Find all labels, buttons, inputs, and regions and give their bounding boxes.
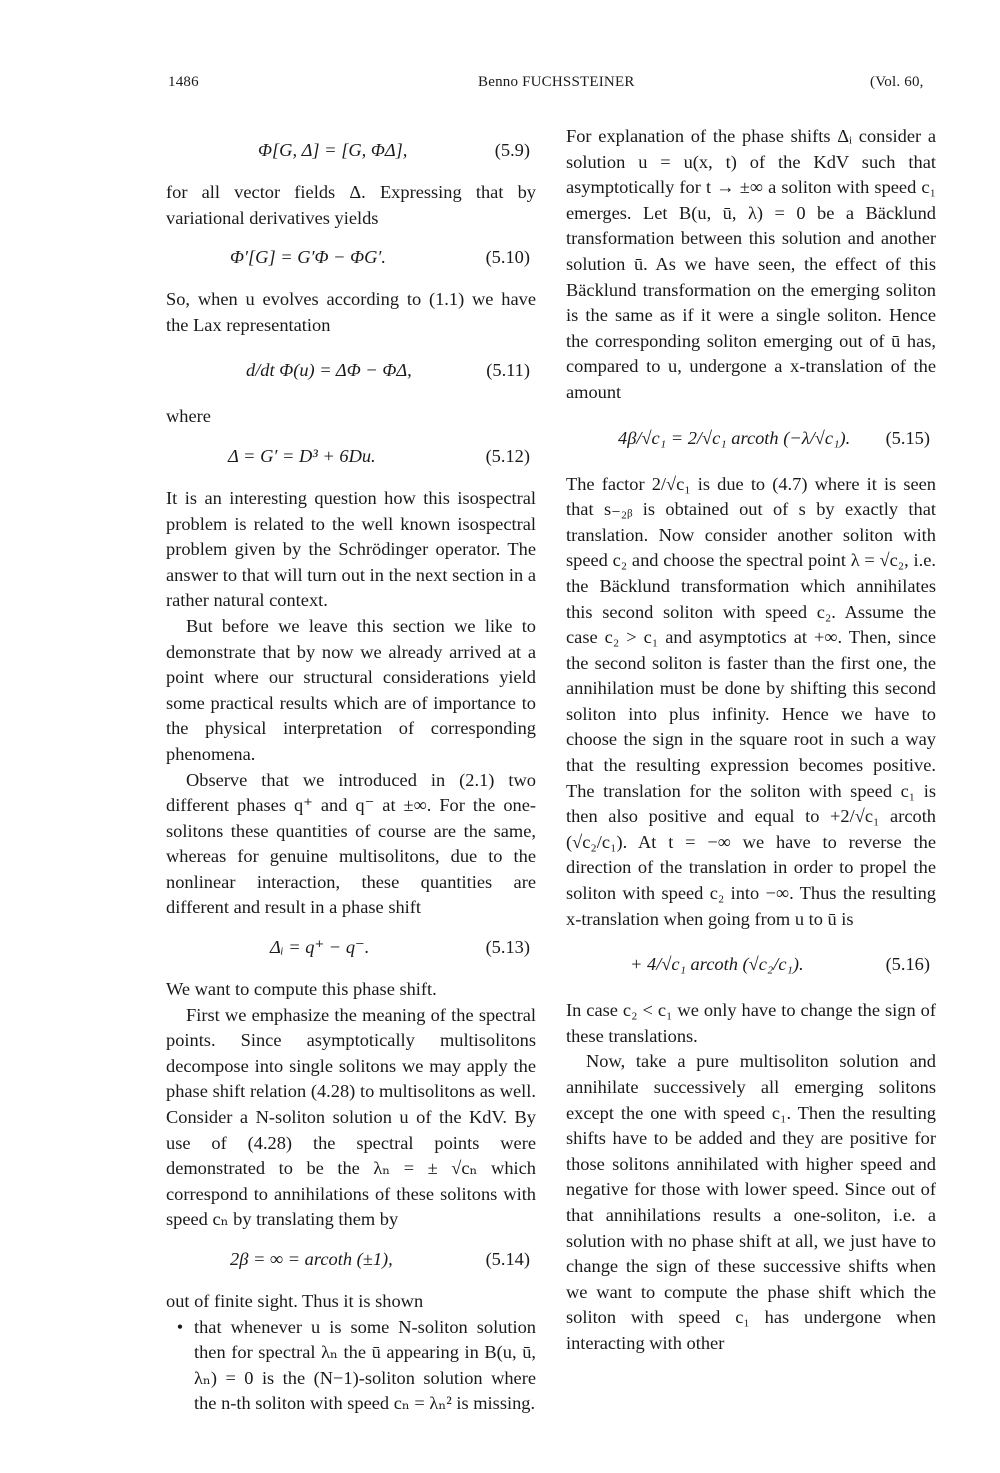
paragraph: Now, take a pure multisoliton solution and annihilate successively all emerging solitons except the one with speed c₁. Then the resulting shifts have to be added and they are positive for those solitons annihilated with higher speed and negative for those with lower speed. Since out of that annihilations results a one-soliton, i.e. a solution with no phase shift at all, we just have to change the sign of these successive shifts when we want to compute the phase shift which the soliton with speed c₁ has undergone when interacting with other xyxy=(566,1051,936,1353)
equation-5-11 xyxy=(166,340,536,402)
bullet-mark: • xyxy=(176,1316,184,1337)
equation-formula: 4β/√c₁ = 2/√c₁ arcoth (−λ/√c₁). xyxy=(618,427,851,448)
equation-number: (5.14) xyxy=(485,1249,530,1269)
equation-number: (5.15) xyxy=(885,427,930,448)
where-label: where xyxy=(166,406,211,427)
paragraph: In case c₂ < c₁ we only have to change the sign of these translations. xyxy=(566,1000,936,1046)
paragraph: We want to compute this phase shift. xyxy=(166,979,437,1000)
equation-formula: 2β = ∞ = arcoth (±1), xyxy=(230,1249,393,1269)
bullet-item xyxy=(166,1315,536,1417)
equation-5-16 xyxy=(566,934,936,996)
equation-number: (5.12) xyxy=(485,445,530,466)
left-column xyxy=(166,124,536,1417)
bullet-text: that whenever u is some N-soliton solution then for spectral λₙ the ū appearing in B(u, ū, λₙ) = 0 is the (N−1)-soliton solution where the n-th soliton with speed cₙ = λₙ² is missing. xyxy=(194,1316,536,1414)
equation-5-13 xyxy=(166,923,536,975)
paragraph: So, when u evolves according to (1.1) we have the Lax representation xyxy=(166,289,536,335)
equation-number: (5.9) xyxy=(494,140,530,160)
equation-formula: Δ = G′ = D³ + 6Du. xyxy=(228,445,376,466)
equation-formula: Δᵢ = q⁺ − q⁻. xyxy=(270,937,370,958)
equation-5-9 xyxy=(166,126,536,178)
equation-5-15 xyxy=(566,408,936,470)
equation-5-12 xyxy=(166,432,536,484)
paragraph: out of finite sight. Thus it is shown xyxy=(166,1291,424,1311)
paragraph: It is an interesting question how this isospectral problem is related to the well known isospectral problem given by the Schrödinger operator. The answer to that will turn out in the next section in a rather natural context. xyxy=(166,487,536,611)
equation-5-14 xyxy=(166,1235,536,1287)
equation-number: (5.11) xyxy=(486,360,530,381)
paragraph: But before we leave this section we like to demonstrate that by now we already arrived at a point where our structural considerations yield some practical results which are of importance to the physical interpretation of corresponding phenomena. xyxy=(166,615,536,764)
equation-formula: Φ′[G] = G′Φ − ΦG′. xyxy=(230,247,387,268)
equation-5-10 xyxy=(166,233,536,285)
right-column xyxy=(566,124,936,1357)
paragraph: First we emphasize the meaning of the spectral points. Since asymptotically multisolitons decompose into single solitons we may apply the phase shift relation (4.28) to multisolitons as well. Consider a N-soliton solution u of the KdV. By use of (4.28) the spectral points were demonstrated to be the λₙ = ± √cₙ which correspond to annihilations of these solitons with speed cₙ by translating them by xyxy=(166,1004,536,1230)
paragraph: The factor 2/√c₁ is due to (4.7) where it is seen that s₋₂ᵦ is obtained out of s by exactly that translation. Now consider another soliton with speed c₂ and choose the spectral point λ = √c₂, i.e. the Bäcklund transformation which annihilates this second soliton with speed c₂. Assume the case c₂ > c₁ and asymptotics at +∞. Then, since the second soliton is faster than the first one, the annihilation must be done by shifting this second soliton into plus infinity. Hence we have to choose the sign in the square root in such a way that the resulting expression becomes positive. The translation for the soliton with speed c₁ is then also positive and equal to +2/√c₁ arcoth (√c₂/c₁). At t = −∞ we have to reverse the direction of the translation in order to propel the soliton with speed c₂ into −∞. Thus the resulting x-translation when going from u to ū is xyxy=(566,473,936,929)
paragraph: for all vector fields Δ. Expressing that by variational derivatives yields xyxy=(166,182,536,228)
equation-number: (5.10) xyxy=(485,247,530,268)
equation-formula: d/dt Φ(u) = ΔΦ − ΦΔ, xyxy=(246,360,412,381)
running-head-author: Benno FUCHSSTEINER xyxy=(478,74,635,90)
equation-number: (5.16) xyxy=(885,954,930,975)
paragraph: Observe that we introduced in (2.1) two different phases q⁺ and q⁻ at ±∞. For the one-solitons these quantities of course are the same, whereas for genuine multisolitons, due to the nonlinear interaction, these quantities are different and result in a phase shift xyxy=(166,769,536,918)
equation-formula: + 4/√c₁ arcoth (√c₂/c₁). xyxy=(630,954,804,975)
page-number: 1486 xyxy=(168,74,199,90)
running-head-volume: (Vol. 60, xyxy=(870,74,924,90)
equation-number: (5.13) xyxy=(485,937,530,958)
equation-formula: Φ[G, Δ] = [G, ΦΔ], xyxy=(258,140,408,160)
paragraph: For explanation of the phase shifts Δᵢ consider a solution u = u(x, t) of the KdV such that asymptotically for t → ±∞ a soliton with speed c₁ emerges. Let B(u, ū, λ) = 0 be a Bäcklund transformation between this solution and another solution ū. As we have seen, the effect of this Bäcklund transformation on the emerging soliton is the same as if it were a single soliton. Hence the corresponding soliton emerging out of ū has, compared to u, undergone a x-translation of the amount xyxy=(566,126,936,402)
